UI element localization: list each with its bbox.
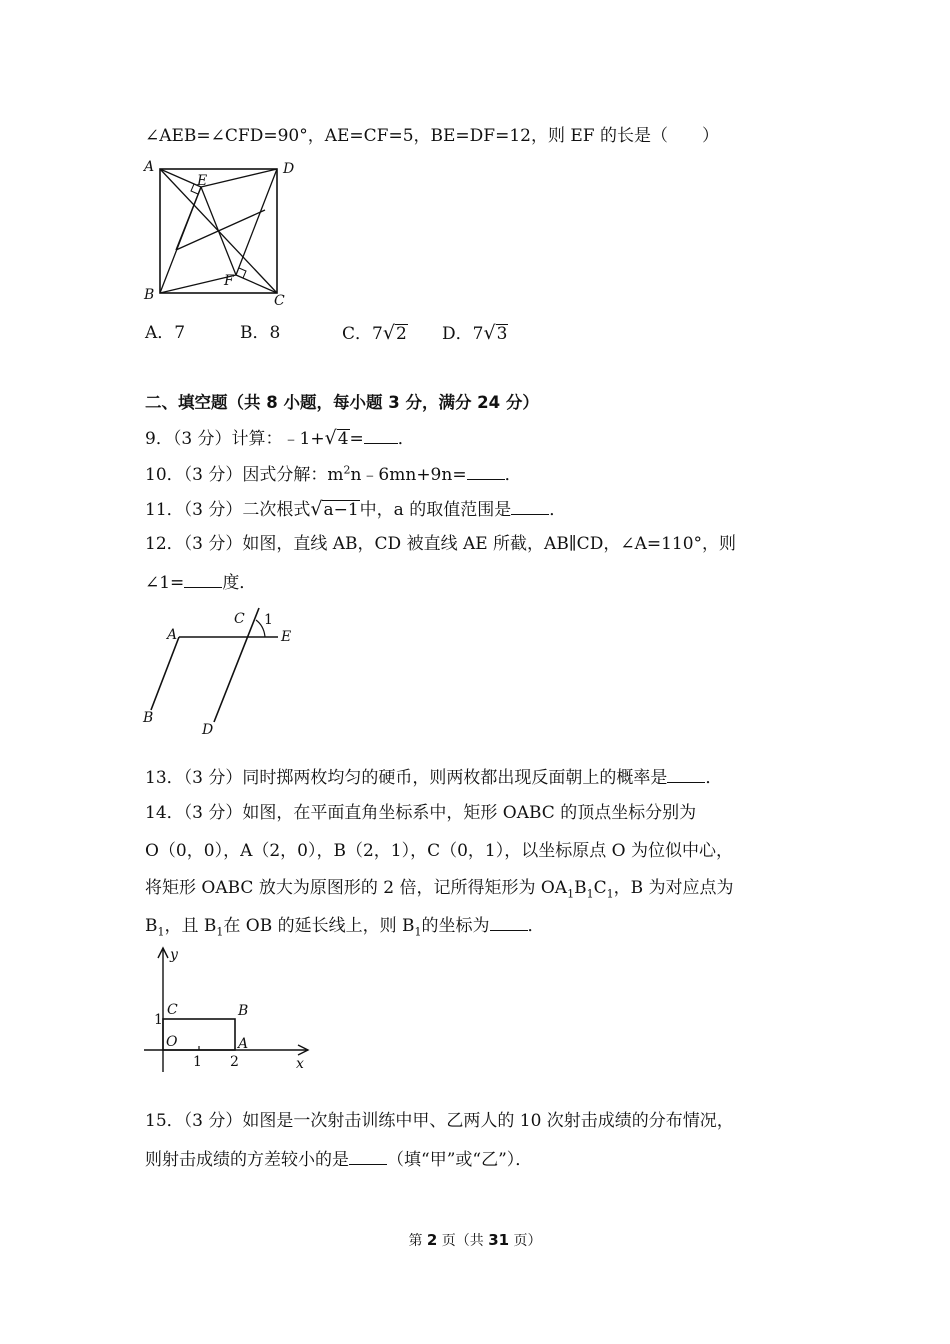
label-a: A (238, 1036, 249, 1052)
q10-answer-blank[interactable] (467, 463, 505, 480)
q15-line2: 则射击成绩的方差较小的是 （填“甲”或“乙”）． (145, 1150, 533, 1170)
choice-c-radicand: 2 (395, 324, 407, 344)
label-1: 1 (264, 612, 273, 628)
label-e: E (281, 629, 292, 645)
label-d: D (202, 722, 214, 738)
q11-answer-blank[interactable] (511, 498, 549, 515)
q15-line1: 15．（3 分）如图是一次射击训练中甲、乙两人的 10 次射击成绩的分布情况， (145, 1111, 734, 1131)
segment-fc (236, 275, 277, 293)
q14-line2: O（0，0），A（2，0），B（2，1），C（0，1），以坐标原点 O 为位似中心， (145, 841, 733, 861)
segment-fd (236, 169, 277, 275)
section-heading: 二、填空题（共 8 小题，每小题 3 分，满分 24 分） (145, 393, 539, 412)
label-e: E (197, 173, 208, 189)
q12-line2: ∠1= 度． (145, 573, 257, 593)
q9-answer-blank[interactable] (364, 427, 398, 444)
label-c: C (167, 1002, 178, 1018)
q11-radicand: a−1 (323, 500, 359, 520)
q9: 9．（3 分）计算：﹣1+√4= ． (145, 427, 415, 449)
page-number: 2 (426, 1231, 438, 1249)
segment-ed (201, 169, 277, 187)
q11: 11．（3 分）二次根式√a−1中，a 的取值范围是 ． (145, 498, 567, 520)
choice-d-radicand: 3 (496, 324, 508, 344)
label-b: B (144, 287, 155, 303)
choice-c-prefix: C．7 (342, 324, 383, 344)
label-a: A (144, 159, 155, 175)
q13: 13．（3 分）同时掷两枚均匀的硬币，则两枚都出现反面朝上的概率是 ． (145, 768, 723, 788)
q14-line3: 将矩形 OABC 放大为原图形的 2 倍，记所得矩形为 $OA_1B_1C_1$，B 为对应点为 (145, 878, 734, 901)
line-ab (151, 637, 179, 710)
label-y-1: 1 (154, 1012, 163, 1028)
label-b: B (238, 1003, 249, 1019)
q13-answer-blank[interactable] (667, 766, 705, 783)
q12-answer-blank[interactable] (184, 571, 222, 588)
choice-c: C．7√2 (342, 322, 407, 344)
q14-line1: 14．（3 分）如图，在平面直角坐标系中，矩形 OABC 的顶点坐标分别为 (145, 803, 697, 823)
q8-figure (140, 155, 300, 310)
q9-radicand: 4 (337, 429, 349, 449)
page-footer: 第 2 页（共 31 页） (408, 1231, 542, 1249)
label-b: B (143, 710, 154, 726)
label-c: C (274, 293, 285, 309)
choice-b: B．8 (240, 323, 281, 343)
q14-answer-blank[interactable] (490, 914, 528, 931)
label-y: y (170, 947, 178, 963)
segment-ae (160, 169, 201, 187)
label-f: F (224, 273, 234, 289)
q12-line1: 12．（3 分）如图，直线 AB，CD 被直线 AE 所截，AB∥CD，∠A=110°，则 (145, 534, 737, 554)
q10: 10．（3 分）因式分解：$m^2n﹣6mn+9n=$ ． (145, 463, 522, 485)
label-x-2: 2 (230, 1054, 239, 1070)
label-x-1: 1 (193, 1054, 202, 1070)
q14-figure (138, 942, 318, 1077)
label-x: x (296, 1056, 304, 1072)
label-a: A (167, 627, 178, 643)
choice-d-prefix: D．7 (442, 324, 484, 344)
q15-answer-blank[interactable] (349, 1148, 387, 1165)
q12-figure (138, 600, 308, 740)
choice-a: A．7 (145, 323, 186, 343)
q14-line4: $B_1$，且 $B_1$在 OB 的延长线上，则 $B_1$的坐标为 ． (145, 916, 545, 939)
choice-d: D．7√3 (442, 322, 508, 344)
label-c: C (234, 611, 245, 627)
label-d: D (283, 161, 295, 177)
q8-stem: ∠AEB=∠CFD=90°，AE=CF=5，BE=DF=12，则 EF 的长是（ ） (145, 126, 719, 146)
page-total: 31 (488, 1231, 510, 1249)
label-o: O (166, 1034, 178, 1050)
